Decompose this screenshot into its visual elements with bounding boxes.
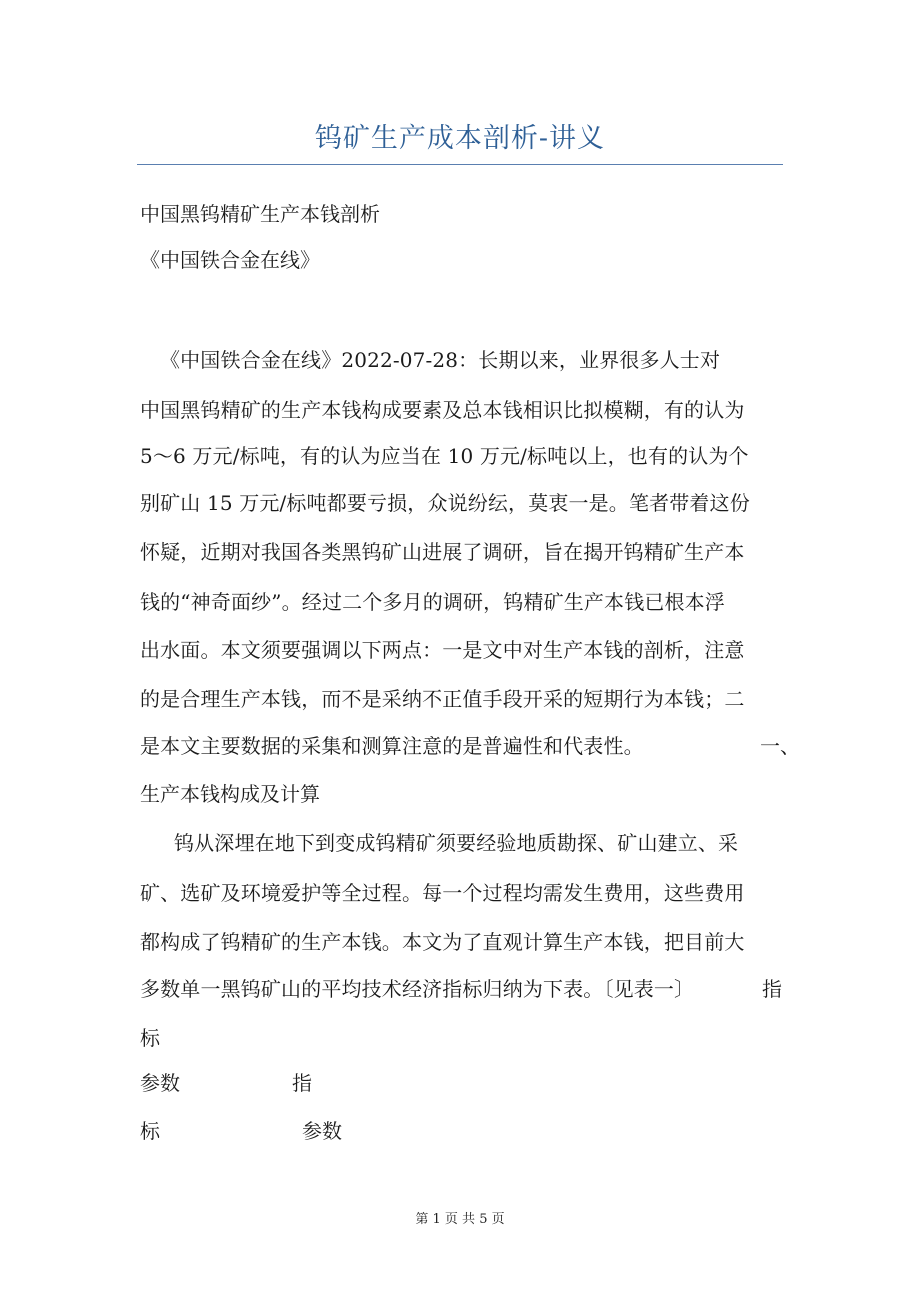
paragraph-line: 出水面。本文须要强调以下两点：一是文中对生产本钱的剖析，注意 — [140, 638, 745, 662]
page-title: 钨矿生产成本剖析-讲义 — [314, 123, 606, 154]
paragraph-line: 怀疑，近期对我国各类黑钨矿山进展了调研，旨在揭开钨精矿生产本 — [140, 540, 745, 564]
table-fragment: 指 — [762, 977, 782, 1001]
paragraph-line: 都构成了钨精矿的生产本钱。本文为了直观计算生产本钱，把目前大 — [140, 930, 745, 954]
paragraph-line: 是本文主要数据的采集和测算注意的是普遍性和代表性。 — [140, 734, 644, 758]
table-cell: 指 — [292, 1071, 312, 1095]
paragraph-line: 中国黑钨精矿的生产本钱构成要素及总本钱相识比拟模糊，有的认为 — [140, 398, 745, 422]
paragraph-line: 矿、选矿及环境爱护等全过程。每一个过程均需发生费用，这些费用 — [140, 881, 745, 905]
section-number: 一、 — [760, 734, 800, 758]
page-footer: 第 1 页 共 5 页 — [415, 1212, 505, 1227]
paragraph-line: 《中国铁合金在线》2022-07-28：长期以来，业界很多人士对 — [160, 348, 721, 372]
subtitle: 中国黑钨精矿生产本钱剖析 — [140, 202, 380, 226]
paragraph-line: 的是合理生产本钱，而不是采纳不正值手段开采的短期行为本钱；二 — [140, 687, 745, 711]
section-heading: 生产本钱构成及计算 — [140, 782, 320, 806]
paragraph-line: 钱的“神奇面纱”。经过二个多月的调研，钨精矿生产本钱已根本浮 — [140, 590, 725, 614]
paragraph-line: 钨从深埋在地下到变成钨精矿须要经验地质勘探、矿山建立、采 — [174, 831, 739, 855]
paragraph-line: 多数单一黑钨矿山的平均技术经济指标归纳为下表。〔见表一〕 — [140, 977, 695, 1001]
paragraph-line: 5～6 万元/标吨，有的认为应当在 10 万元/标吨以上，也有的认为个 — [140, 444, 749, 468]
table-fragment: 标 — [140, 1026, 160, 1050]
paragraph-line: 别矿山 15 万元/标吨都要亏损，众说纷纭，莫衷一是。笔者带着这份 — [140, 491, 750, 515]
table-cell: 参数 — [140, 1071, 180, 1095]
table-cell: 标 — [140, 1119, 160, 1143]
title-underline — [137, 164, 783, 165]
source-line: 《中国铁合金在线》 — [140, 248, 320, 272]
table-cell: 参数 — [302, 1119, 342, 1143]
